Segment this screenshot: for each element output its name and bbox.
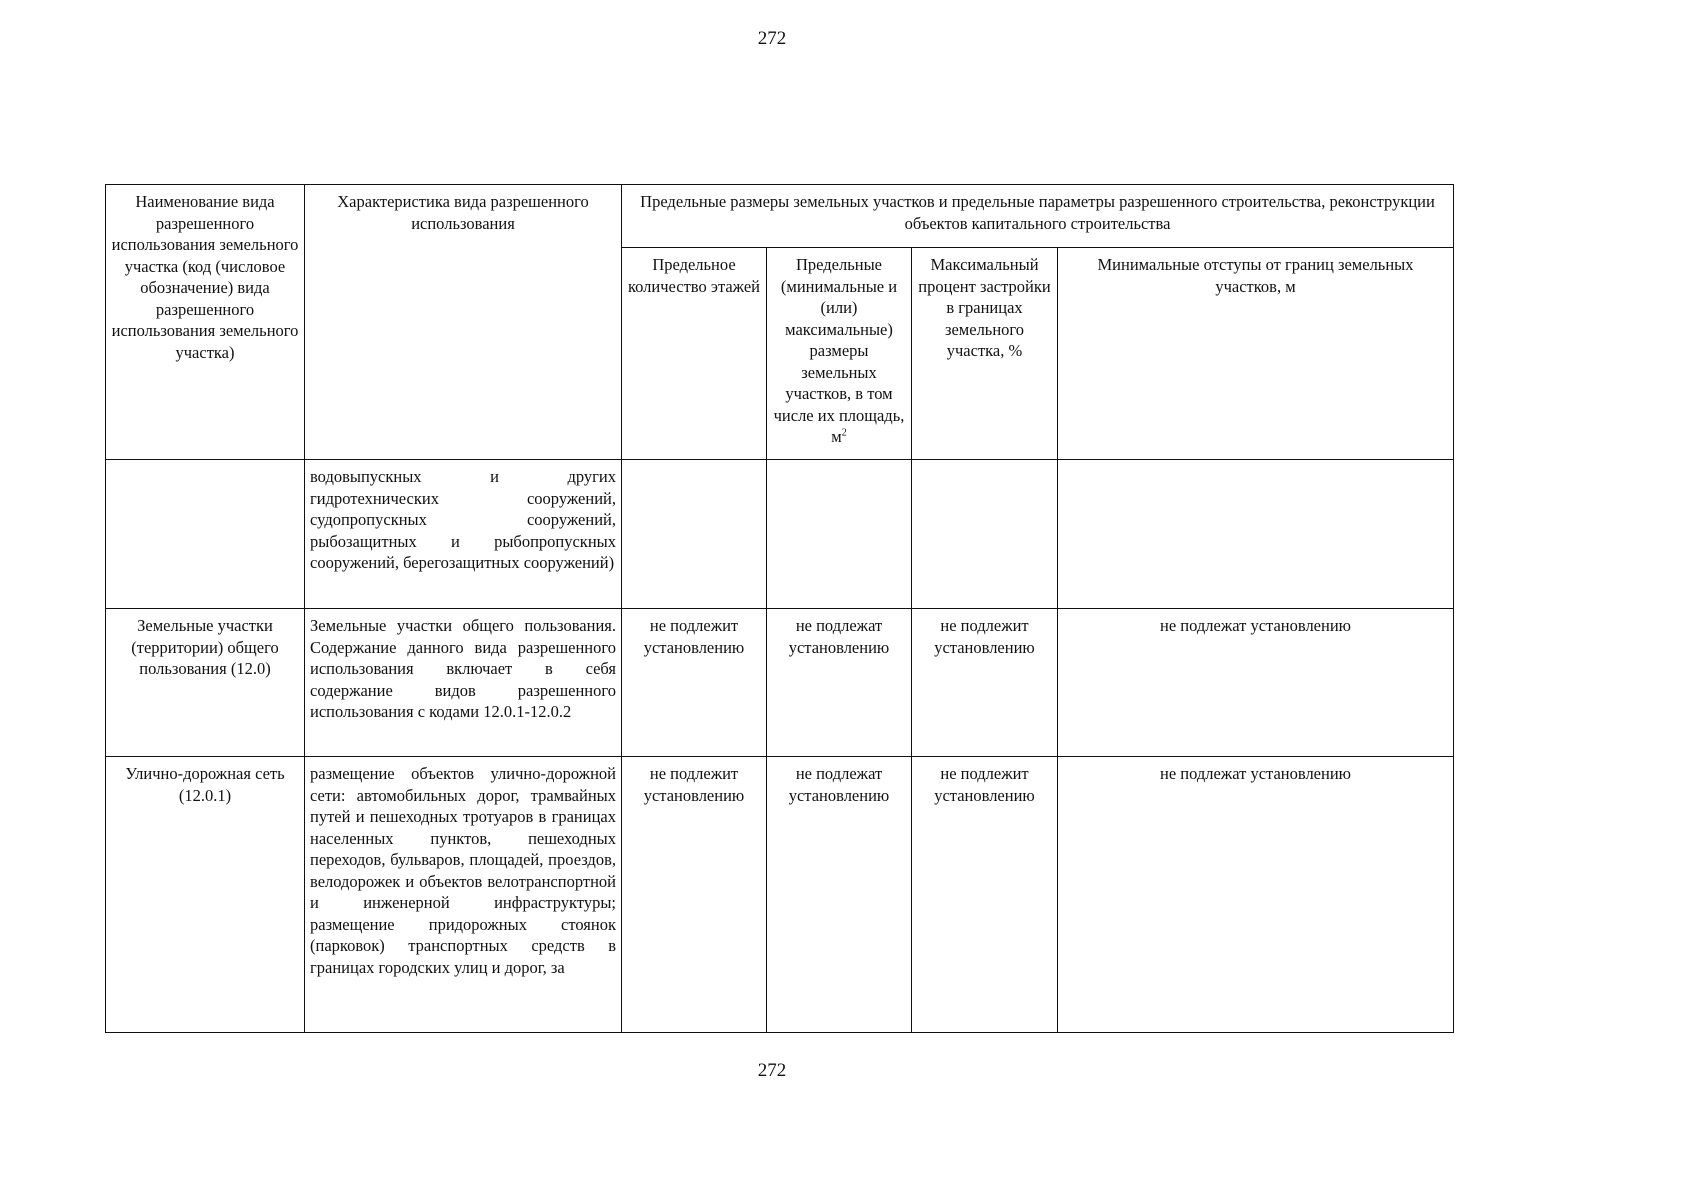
header-name: Наименование вида разрешенного использования земельного участка (код (числовое обозначение) вида разрешенного использования земельного участка) [106,185,305,460]
cell-setbacks [1058,460,1454,609]
cell-setbacks: не подлежат установлению [1058,757,1454,1033]
cell-coverage [912,460,1058,609]
cell-characteristic: Земельные участки общего пользования. Содержание данного вида разрешенного использования включает в себя содержание видов разрешенного использования с кодами 12.0.1-12.0.2 [305,609,622,757]
table-row [106,609,1454,757]
header-setbacks: Минимальные отступы от границ земельных участков, м [1058,248,1454,460]
cell-coverage: не подлежит установлению [912,757,1058,1033]
cell-floors: не подлежит установлению [622,609,767,757]
table-row [106,460,1454,609]
header-plot-size-sup: 2 [841,427,847,439]
cell-plot-size: не подлежат установлению [767,757,912,1033]
cell-name: Улично-дорожная сеть (12.0.1) [106,757,305,1033]
cell-setbacks: не подлежат установлению [1058,609,1454,757]
cell-name: Земельные участки (территории) общего пользования (12.0) [106,609,305,757]
header-plot-size [767,248,912,460]
cell-plot-size: не подлежат установлению [767,609,912,757]
cell-plot-size [767,460,912,609]
cell-coverage: не подлежит установлению [912,609,1058,757]
page-number-top: 272 [757,28,787,49]
cell-floors: не подлежит установлению [622,757,767,1033]
header-floors: Предельное количество этажей [622,248,767,460]
cell-floors [622,460,767,609]
header-characteristic: Характеристика вида разрешенного использования [305,185,622,460]
cell-characteristic: водовыпускных и других гидротехнических сооружений, судопропускных сооружений, рыбозащитных и рыбопропускных сооружений, берегозащитных сооружений) [305,460,622,609]
table-row [106,757,1454,1033]
header-coverage: Максимальный процент застройки в границах земельного участка, % [912,248,1058,460]
land-use-table [105,184,1454,1033]
header-limits-group: Предельные размеры земельных участков и предельные параметры разрешенного строительства, реконструкции объектов капитального строительства [622,185,1454,248]
cell-name [106,460,305,609]
cell-characteristic: размещение объектов улично-дорожной сети: автомобильных дорог, трамвайных путей и пешеходных тротуаров в границах населенных пунктов, пешеходных переходов, бульваров, площадей, проездов, велодорожек и объектов велотранспортной и инженерной инфраструктуры; размещение придорожных стоянок (парковок) транспортных средств в границах городских улиц и дорог, за [305,757,622,1033]
page-number-bottom: 272 [757,1060,787,1081]
header-row-1 [106,185,1454,248]
header-plot-size-text: Предельные (минимальные и (или) максимальные) размеры земельных участков, в том числе их площадь, м [773,255,905,446]
